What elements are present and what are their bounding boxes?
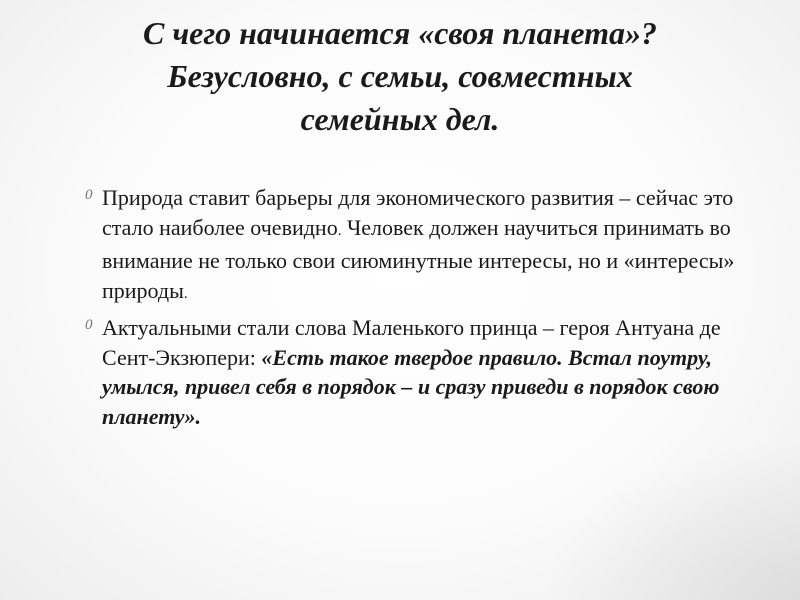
bullet-item-little-prince <box>85 313 735 431</box>
bullet-text-part: Человек должен научиться принимать во внимание не только свои сиюминутные интересы, но и «интересы» природы <box>102 214 735 303</box>
bullet-text: Актуальными стали слова Маленького принца – героя Антуана де Сент-Экзюпери: <box>102 315 721 370</box>
bullet-list <box>85 183 735 435</box>
slide-title <box>60 12 740 141</box>
title-line-2: Безусловно, с семьи, совместных <box>167 58 633 94</box>
title-line-1: С чего начинается «своя планета»? <box>142 15 657 51</box>
bullet-item-nature <box>85 183 735 309</box>
bullet-period: . <box>183 285 188 302</box>
bullet-marker: 0 <box>85 187 93 203</box>
bullet-marker: 0 <box>85 317 93 333</box>
little-prince-quote: «Есть такое твердое правило. Встал поутру, умылся, привел себя в порядок – и сразу приведи в порядок свою планету». <box>102 344 720 429</box>
bullet-period: . <box>337 222 342 239</box>
title-line-3: семейных дел. <box>300 101 500 137</box>
bullet-text-part: Природа ставит барьеры для экономического развития – сейчас это стало наиболее очевидно <box>102 185 734 240</box>
